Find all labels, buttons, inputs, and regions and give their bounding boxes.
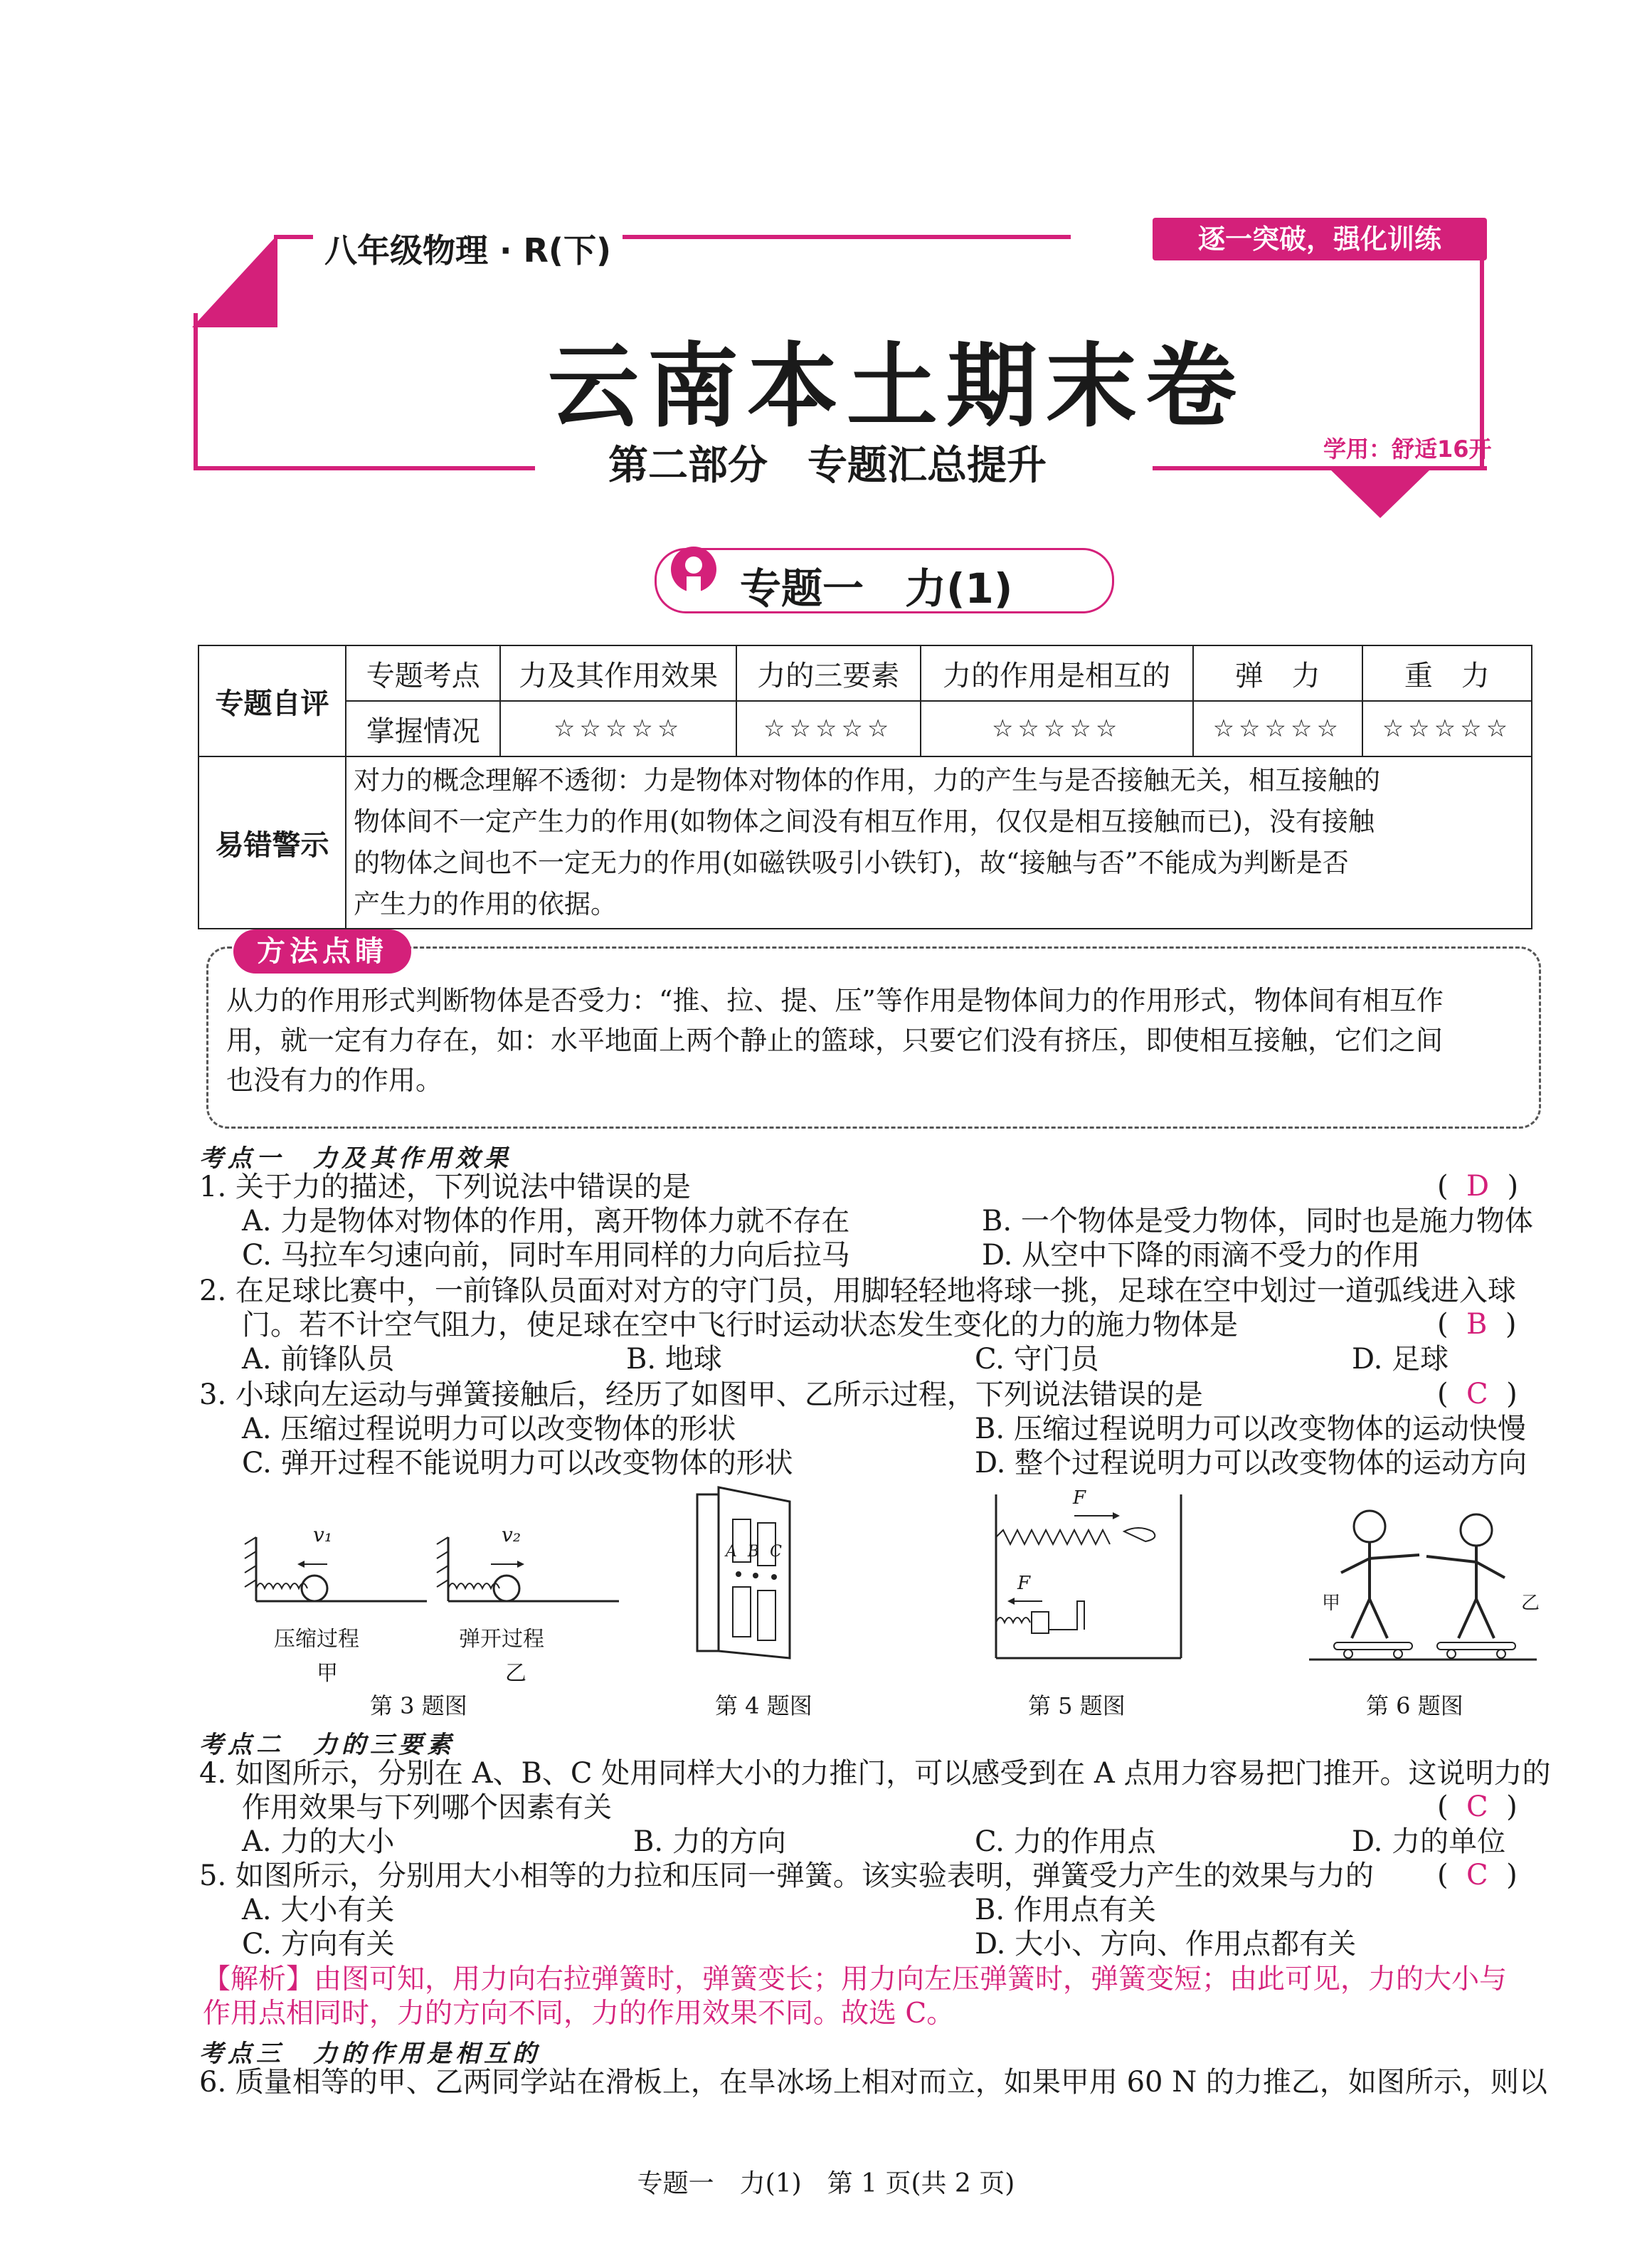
answer: B [1466, 1308, 1488, 1341]
method-badge: 方法点睛 [233, 929, 411, 974]
star-rating[interactable]: ☆☆☆☆☆ [500, 701, 736, 756]
warning-label: 易错警示 [198, 756, 346, 929]
answer: C [1466, 1790, 1488, 1823]
answer: C [1466, 1859, 1488, 1892]
option: A. 大小有关 [242, 1894, 395, 1926]
topic-header: 专题考点 [346, 645, 500, 701]
spring-force-figure [982, 1487, 1188, 1665]
figure-caption: 第 5 题图 [1028, 1692, 1126, 1719]
header-arrow-decoration [1330, 470, 1430, 519]
page-footer: 专题一 力(1) 第 1 页(共 2 页) [637, 2169, 1015, 2198]
method-line: 也没有力的作用。 [226, 1065, 443, 1096]
subtitle: 第二部分 专题汇总提升 [608, 443, 1047, 489]
force-label: F [1017, 1573, 1031, 1594]
option: C. 马拉车匀速向前，同时车用同样的力向后拉马 [242, 1239, 850, 1272]
main-title: 云南本土期末卷 [548, 333, 1246, 440]
option: C. 弹开过程不能说明力可以改变物体的形状 [242, 1447, 793, 1479]
section-title: 考点二 力的三要素 [199, 1731, 455, 1759]
option: A. 力的大小 [242, 1825, 395, 1858]
question-stem: 3. 小球向左运动与弹簧接触后，经历了如图甲、乙所示过程，下列说法错误的是 [199, 1378, 1203, 1411]
option: B. 作用点有关 [975, 1894, 1156, 1926]
mastery-header: 掌握情况 [346, 701, 500, 756]
self-eval-table [198, 645, 1532, 929]
figure-label: 压缩过程 [274, 1627, 359, 1652]
topic-cell: 力的作用是相互的 [921, 645, 1193, 701]
warning-line: 的物体之间也不一定无力的作用(如磁铁吸引小铁钉)，故“接触与否”不能成为判断是否 [354, 848, 1349, 878]
option: C. 守门员 [975, 1343, 1099, 1376]
spring-release-figure [427, 1523, 626, 1615]
option: A. 力是物体对物体的作用，离开物体力就不存在 [242, 1205, 850, 1238]
option: A. 压缩过程说明力可以改变物体的形状 [242, 1413, 736, 1445]
topic-cell: 弹 力 [1193, 645, 1362, 701]
door-figure [690, 1480, 811, 1665]
topic-cell: 重 力 [1362, 645, 1532, 701]
velocity-label: v₁ [313, 1523, 333, 1546]
question-stem: 4. 如图所示，分别在 A、B、C 处用同样大小的力推门，可以感受到在 A 点用力容易把门推开。这说明力的 [199, 1757, 1551, 1790]
self-eval-label: 专题自评 [198, 645, 346, 756]
star-rating[interactable]: ☆☆☆☆☆ [736, 701, 921, 756]
star-rating[interactable]: ☆☆☆☆☆ [1362, 701, 1532, 756]
star-rating[interactable]: ☆☆☆☆☆ [921, 701, 1193, 756]
option: D. 足球 [1352, 1343, 1449, 1376]
option: D. 大小、方向、作用点都有关 [975, 1928, 1357, 1961]
figure-caption: 第 6 题图 [1366, 1692, 1463, 1719]
paper-size-label: 学用：舒适16开 [1323, 436, 1492, 463]
warning-line: 物体间不一定产生力的作用(如物体之间没有相互作用，仅仅是相互接触而已)，没有接触 [354, 806, 1375, 837]
answer: D [1466, 1170, 1490, 1203]
lamp-icon [665, 541, 729, 605]
skater-label: 甲 [1322, 1593, 1341, 1614]
point-label: C [770, 1543, 785, 1561]
star-rating[interactable]: ☆☆☆☆☆ [1193, 701, 1362, 756]
option: B. 一个物体是受力物体，同时也是施力物体 [982, 1205, 1533, 1238]
figure-label: 弹开过程 [459, 1627, 544, 1652]
spring-compress-figure [235, 1523, 434, 1615]
option: A. 前锋队员 [242, 1343, 395, 1376]
point-label: B [747, 1543, 763, 1561]
question-stem: 5. 如图所示，分别用大小相等的力拉和压同一弹簧。该实验表明，弹簧受力产生的效果与力的 [199, 1860, 1374, 1892]
question-stem: 作用效果与下列哪个因素有关 [242, 1791, 612, 1824]
skater-label: 乙 [1521, 1593, 1540, 1614]
question-stem: 1. 关于力的描述，下列说法中错误的是 [199, 1171, 691, 1203]
option: B. 压缩过程说明力可以改变物体的运动快慢 [975, 1413, 1526, 1445]
answer: C [1466, 1378, 1488, 1410]
section-title: 考点一 力及其作用效果 [199, 1144, 512, 1173]
section-title: 考点三 力的作用是相互的 [199, 2040, 541, 2068]
question-stem: 门。若不计空气阻力，使足球在空中飞行时运动状态发生变化的力的施力物体是 [242, 1309, 1238, 1341]
figure-sublabel: 甲 [317, 1661, 338, 1686]
option: D. 整个过程说明力可以改变物体的运动方向 [975, 1447, 1527, 1479]
velocity-label: v₂ [502, 1523, 521, 1546]
option: B. 地球 [626, 1343, 722, 1376]
banner-tag: 逐一突破，强化训练 [1153, 218, 1487, 260]
method-line: 用，就一定有力存在，如：水平地面上两个静止的篮球，只要它们没有挤压，即使相互接触，它们之间 [226, 1025, 1444, 1056]
answer-bracket: ( C ) [1437, 1378, 1518, 1410]
analysis-text: 作用点相同时，力的方向不同，力的作用效果不同。故选 C。 [203, 1998, 955, 2030]
warning-line: 对力的概念理解不透彻：力是物体对物体的作用，力的产生与是否接触无关，相互接触的 [354, 765, 1381, 796]
skaters-figure [1302, 1502, 1544, 1665]
option: D. 从空中下降的雨滴不受力的作用 [982, 1239, 1421, 1272]
topic-cell: 力的三要素 [736, 645, 921, 701]
topic-cell: 力及其作用效果 [500, 645, 736, 701]
figure-caption: 第 4 题图 [715, 1692, 812, 1719]
option: C. 方向有关 [242, 1928, 395, 1961]
grade-label: 八年级物理 · R(下) [313, 225, 623, 272]
option: D. 力的单位 [1352, 1825, 1506, 1858]
point-label: A [726, 1543, 740, 1561]
answer-bracket: ( C ) [1437, 1790, 1518, 1823]
door-points [726, 1543, 785, 1561]
question-stem: 2. 在足球比赛中，一前锋队员面对对方的守门员，用脚轻轻地将球一挑，足球在空中划过一道弧线进入球 [199, 1275, 1516, 1307]
figure-caption: 第 3 题图 [370, 1692, 467, 1719]
warning-line: 产生力的作用的依据。 [354, 889, 618, 919]
option: C. 力的作用点 [975, 1825, 1156, 1858]
answer-bracket: ( C ) [1437, 1859, 1518, 1892]
header-corner-decoration [192, 235, 277, 327]
force-label: F [1073, 1487, 1086, 1509]
question-stem: 6. 质量相等的甲、乙两同学站在滑板上，在旱冰场上相对而立，如果甲用 60 N 的力推乙，如图所示，则以 [199, 2066, 1547, 2099]
method-line: 从力的作用形式判断物体是否受力：“推、拉、提、压”等作用是物体间力的作用形式，物体间有相互作 [226, 985, 1444, 1016]
answer-bracket: ( B ) [1437, 1308, 1517, 1341]
option: B. 力的方向 [633, 1825, 786, 1858]
answer-bracket: ( D ) [1437, 1170, 1519, 1203]
topic-title: 专题一 力(1) [740, 564, 1013, 613]
figure-sublabel: 乙 [505, 1661, 526, 1686]
analysis-text: 【解析】由图可知，用力向右拉弹簧时，弹簧变长；用力向左压弹簧时，弹簧变短；由此可见，力的大小与 [203, 1963, 1508, 1995]
